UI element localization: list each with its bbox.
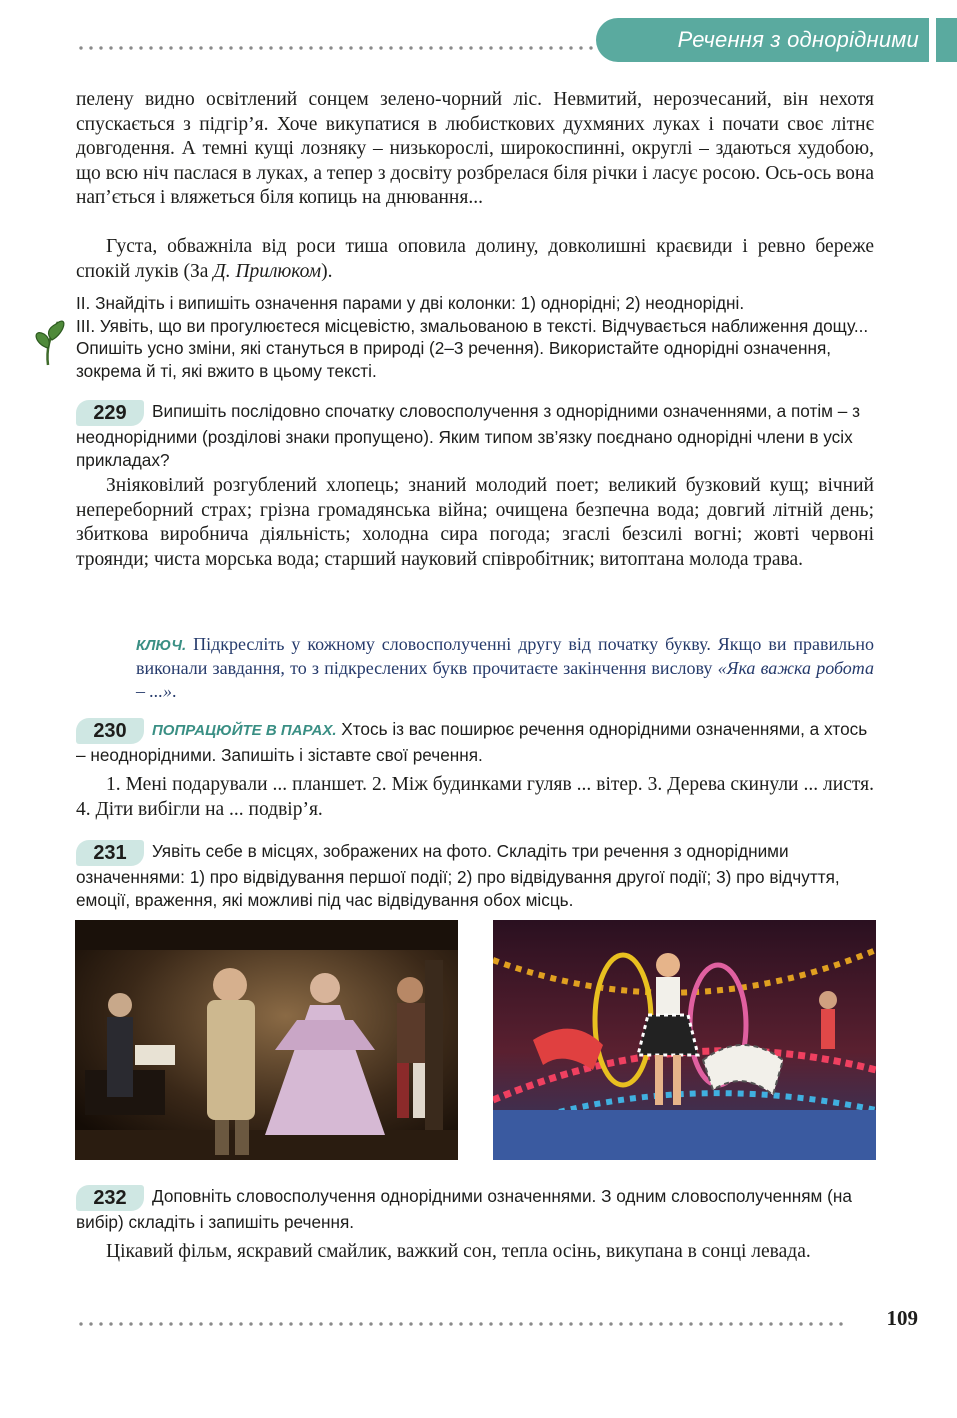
text-paragraph-1: пелену видно освітлений сонцем зелено-чорний ліс. Невмитий, нерозчесаний, він нехотя спускається з підгір’я. Хоче викупатися в любисткових духмяних луках і почати своє літнє довгодення. А темні кущі лозняку – низькорослі, широкоспинні, округлі – здаються худобою, що всю ніч паслася в луках, а тепер з досвіту розбрелася біля річки і ласує росою. Ось-ось вона нап’ється і вляжеться біля копиць на днювання... (76, 89, 874, 209)
section-tab-edge (936, 18, 957, 62)
page-number: 109 (886, 1306, 918, 1330)
theatre-photo (75, 920, 458, 1160)
exercise-230-task (76, 718, 874, 767)
exercise-232-instruction: Доповніть словосполучення однорідними означеннями. З одним словосполученням (на вибір) складіть і запишіть речення. (76, 1186, 852, 1232)
task-2: II. Знайдіть і випишіть означення парами у дві колонки: 1) однорідні; 2) неоднорідні. (76, 293, 745, 313)
key-label: КЛЮЧ. (136, 637, 187, 654)
exercise-230-instruction: Хтось із вас поширює речення однорідними означеннями, а хтось – неоднорідними. Запишіть і зіставте свої речення. (76, 719, 868, 765)
header-dotted-rule (76, 46, 596, 50)
section-title-tab (596, 18, 929, 96)
circus-photo (493, 920, 876, 1160)
key-quote: «Яка важка робота – ...» (136, 658, 874, 701)
text-paragraph-2: Густа, обважніла від роси тиша оповила долину, довколишні краєвиди і ревно береже спокій луків (За Д. Прилюком). (76, 236, 874, 282)
exercise-231-instruction: Уявіть себе в місцях, зображених на фото. Складіть три речення з однорідними означеннями: 1) про відвідування першої події; 2) про відвідування другої події; 3) про відчуття, емоції, враження, які можливі під час відвідування обох місць. (76, 841, 840, 910)
footer-dotted-rule (76, 1322, 846, 1326)
paragraph-2-body: Густа, обважніла від роси тиша оповила долину, довколишні краєвиди і ревно береже спокій луків (76, 236, 874, 282)
exercise-number-badge: 231 (76, 840, 144, 866)
exercise-number-badge: 232 (76, 1185, 144, 1211)
section-title: Речення з однорідними членами (677, 27, 919, 96)
leaf-icon (28, 310, 68, 370)
pair-work-label: ПОПРАЦЮЙТЕ В ПАРАХ. (152, 722, 337, 739)
exercise-231-task (76, 840, 874, 911)
exercise-229-text: Зніяковілий розгублений хлопець; знаний молодий поет; великий бузковий кущ; вічний непереборний страх; грізна громадянська війна; очищена безпечна вода; довгий літній день; збиткова виробнича діяльність; холодна сира погода; згаслі безсилі вогні; жовті червоні троянди; чиста морська вода; старший науковий співробітник; витоптана молода трава. (76, 475, 874, 570)
exercise-number-badge: 229 (76, 400, 144, 426)
task-3: III. Уявіть, що ви прогулюєтеся місцевістю, змальованою в тексті. Відчувається наближення дощу... Опишіть усно зміни, які стануться в природі (2–3 речення). Використайте однорідні означення, зокрема й ті, які вжито в цьому тексті. (76, 315, 869, 381)
exercise-232-text: Цікавий фільм, яскравий смайлик, важкий сон, тепла осінь, викупана в сонці левада. (106, 1241, 811, 1262)
source-author: Д. Прилюком (213, 260, 322, 282)
exercise-230-text: 1. Мені подарували ... планшет. 2. Між будинками гуляв ... вітер. 3. Дерева скинули ... листя. 4. Діти вибігли на ... подвір’я. (76, 774, 874, 820)
exercise-232-task (76, 1185, 874, 1234)
exercise-229-instruction: Випишіть послідовно спочатку словосполучення з однорідними означеннями, а потім – з неоднорідними (розділові знаки пропущено). Яким типом зв’язку поєднано однорідні члени в усіх прикладах? (76, 401, 860, 470)
exercise-229-key: КЛЮЧ. Підкресліть у кожному словосполученні другу від початку букву. Якщо ви правильно виконали завдання, то з підкреслених букв прочитаєте закінчення вислову «Яка важка робота – ...». (136, 634, 874, 701)
key-text: Підкресліть у кожному словосполученні другу від початку букву. Якщо ви правильно виконали завдання, то з підкреслених букв прочитаєте закінчення вислову (136, 634, 874, 678)
tasks-block (76, 292, 874, 382)
exercise-229-task (76, 400, 874, 471)
exercise-number-badge: 230 (76, 718, 144, 744)
